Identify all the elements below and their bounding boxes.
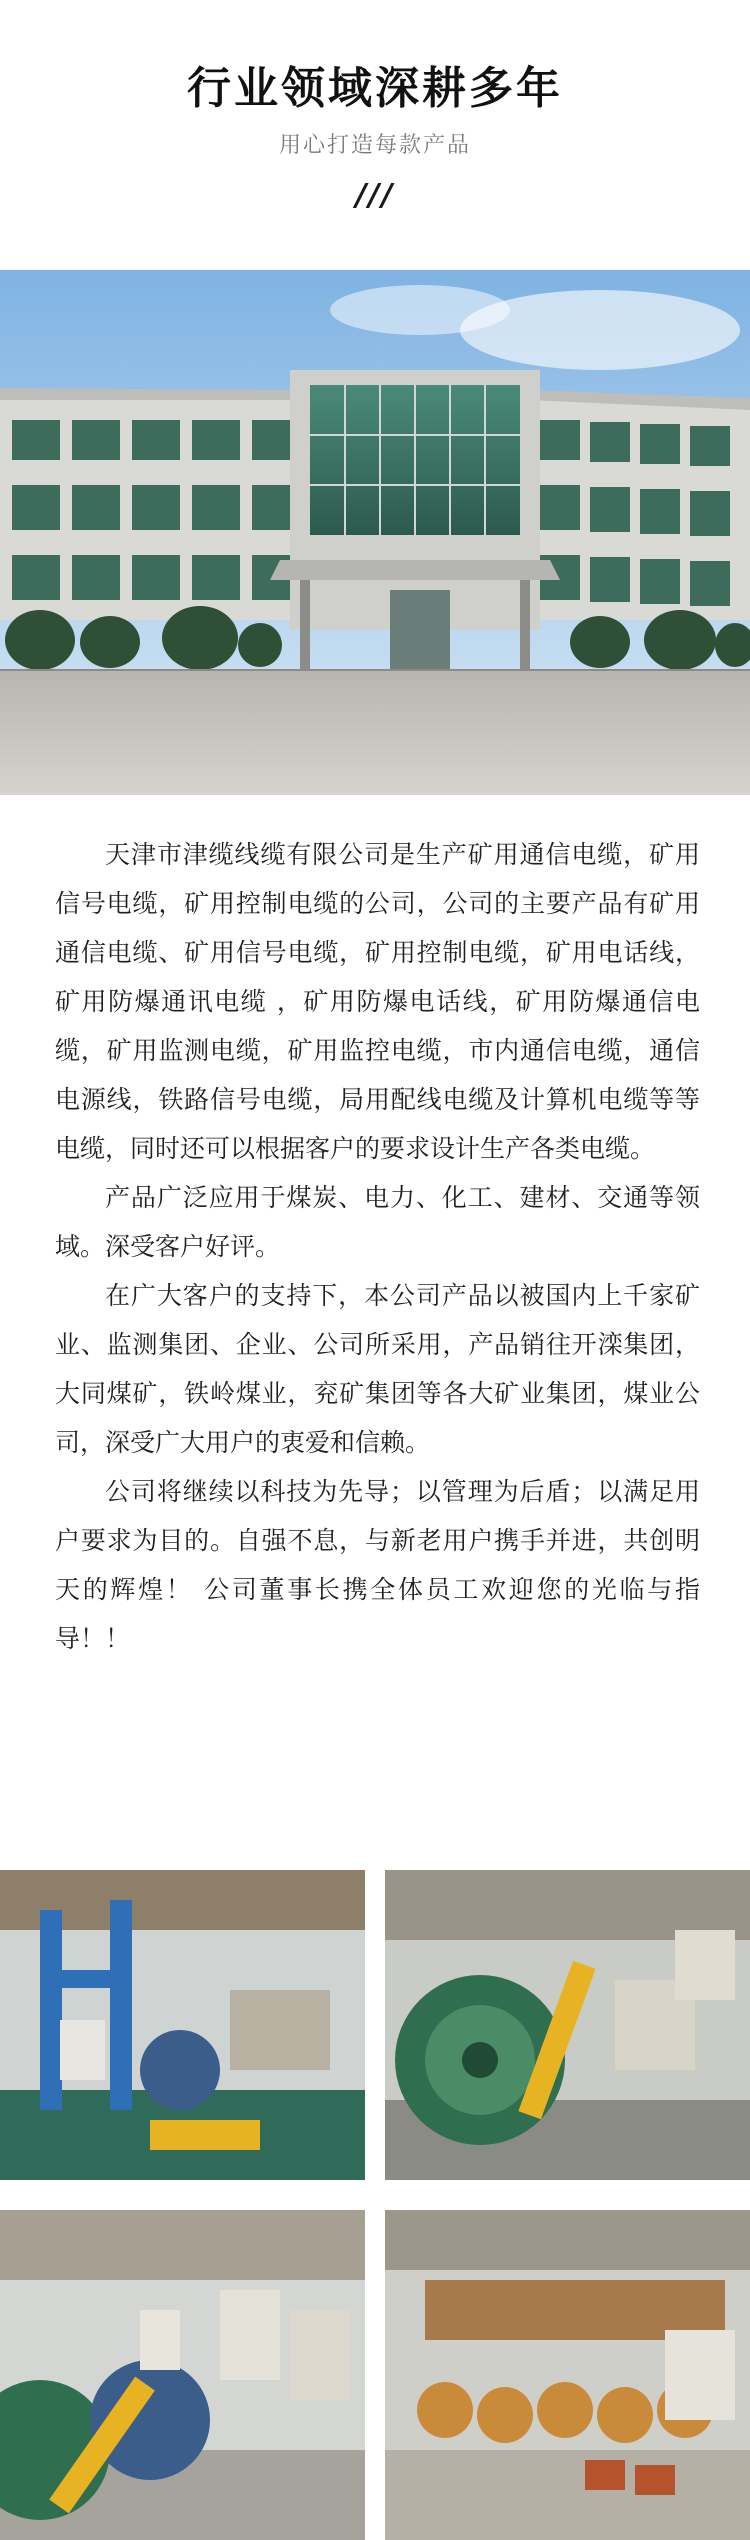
factory-photo-blue-machinery xyxy=(0,1870,365,2180)
factory-photo-cable-storage xyxy=(385,2210,750,2540)
title-divider: /// xyxy=(355,178,395,213)
page-header xyxy=(0,0,750,270)
factory-photo-production-line xyxy=(0,2210,365,2540)
page-subtitle: 用心打造每款产品 xyxy=(278,133,471,158)
company-building-photo xyxy=(0,270,750,795)
intro-paragraph: 产品广泛应用于煤炭、电力、化工、建材、交通等领域。深受客户好评。 xyxy=(55,1183,700,1261)
intro-paragraph: 在广大客户的支持下，本公司产品以被国内上千家矿业、监测集团、企业、公司所采用，产品销往开滦集团，大同煤矿，铁岭煤业，兖矿集团等各大矿业集团，煤业公司，深受广大用户的衷爱和信赖。 xyxy=(55,1281,700,1457)
company-introduction xyxy=(55,830,700,1663)
intro-paragraph: 天津市津缆线缆有限公司是生产矿用通信电缆，矿用信号电缆，矿用控制电缆的公司，公司的主要产品有矿用通信电缆、矿用信号电缆，矿用控制电缆，矿用电话线，矿用防爆通讯电缆 ，矿用防爆电话线，矿用防爆通信电缆，矿用监测电缆，矿用监控电缆，市内通信电缆，通信电源线，铁路信号电缆，局用配线电缆及计算机电缆等等电缆，同时还可以根据客户的要求设计生产各类电缆。 xyxy=(55,840,700,1163)
intro-paragraph: 公司将继续以科技为先导；以管理为后盾；以满足用户要求为目的。自强不息，与新老用户携手并进，共创明天的辉煌！ 公司董事长携全体员工欢迎您的光临与指导！！ xyxy=(55,1477,700,1653)
page-title: 行业领域深耕多年 xyxy=(187,63,563,114)
factory-photo-cable-reel xyxy=(385,1870,750,2180)
